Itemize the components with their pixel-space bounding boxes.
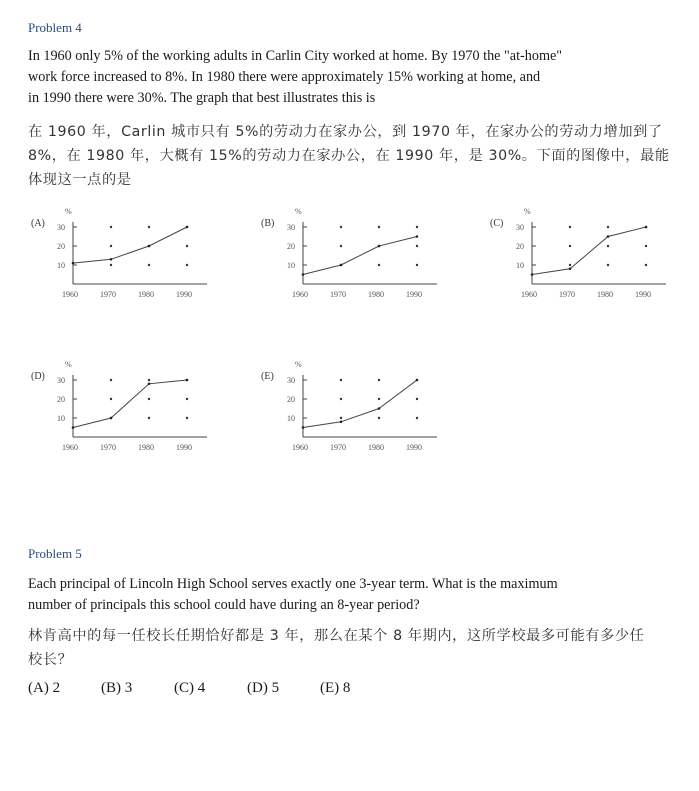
graph-b-data-point (378, 245, 381, 248)
graph-e-series-line (303, 380, 417, 428)
graph-e-grid-dot (378, 398, 380, 400)
graph-d-data-point (148, 383, 151, 386)
graph-c-grid-dot (607, 226, 609, 228)
graph-a-grid-dot (186, 264, 188, 266)
graph-c-grid-dot (607, 245, 609, 247)
graph-b-grid-dot (416, 264, 418, 266)
graph-a-data-point (148, 245, 151, 248)
graph-b-grid-dot (416, 245, 418, 247)
problem4-cn-line: 在 1960 年，Carlin 城市只有 5%的劳动力在家办公，到 1970 年，在家办公的劳动力增加到了 (28, 124, 663, 140)
graph-a-label[interactable]: (A) (31, 218, 45, 229)
problem5-en-line: number of principals this school could have during an 8-year period? (28, 597, 420, 613)
graph-e-ytick-label: 10 (287, 414, 295, 423)
graph-e-xtick-label: 1980 (368, 443, 384, 452)
graph-d-data-point (72, 426, 75, 429)
graph-d-data-point (110, 417, 113, 420)
graph-c-xtick-label: 1990 (635, 290, 651, 299)
graph-e-grid-dot (340, 417, 342, 419)
graph-b-data-point (302, 273, 305, 276)
graph-a-xtick-label: 1980 (138, 290, 154, 299)
graph-a-ylabel: % (65, 207, 72, 216)
graph-b-xtick-label: 1960 (292, 290, 308, 299)
graph-c-grid-dot (569, 245, 571, 247)
graph-b-grid-dot (378, 264, 380, 266)
graph-b-data-point (416, 235, 419, 238)
graph-e-label[interactable]: (E) (261, 371, 274, 382)
graph-b-data-point (340, 264, 343, 267)
graph-c-grid-dot (569, 226, 571, 228)
graph-d-xtick-label: 1980 (138, 443, 154, 452)
graph-b-xtick-label: 1970 (330, 290, 346, 299)
graph-e-grid-dot (340, 379, 342, 381)
graph-e-ylabel: % (295, 360, 302, 369)
graph-b-grid-dot (340, 226, 342, 228)
graph-d-grid-dot (148, 417, 150, 419)
graph-b-grid-dot (378, 226, 380, 228)
graph-a-ytick-label: 20 (57, 242, 65, 251)
graph-c-label[interactable]: (C) (490, 218, 504, 229)
graph-a-grid-dot (186, 245, 188, 247)
graph-a-ytick-label: 30 (57, 223, 65, 232)
graph-b-ylabel: % (295, 207, 302, 216)
graph-a-grid-dot (110, 264, 112, 266)
graph-e-data-point (378, 407, 381, 410)
problem5-heading: Problem 5 (28, 546, 82, 561)
graph-c-ytick-label: 10 (516, 261, 524, 270)
choice-a[interactable]: (A) 2 (28, 680, 61, 696)
graph-c-xtick-label: 1970 (559, 290, 575, 299)
graph-e-grid-dot (378, 379, 380, 381)
graph-b-ytick-label: 30 (287, 223, 295, 232)
problem5-text-en (28, 574, 678, 616)
graph-a-grid-dot (110, 226, 112, 228)
graph-c-ylabel: % (524, 207, 531, 216)
graph-e-grid-dot (416, 398, 418, 400)
graph-b-grid-dot (416, 226, 418, 228)
graph-c-grid-dot (569, 264, 571, 266)
problem4-cn-line: 体现这一点的是 (28, 172, 132, 188)
graph-b-xtick-label: 1990 (406, 290, 422, 299)
problem5-en-line: Each principal of Lincoln High School serves exactly one 3-year term. What is the maximum (28, 576, 558, 592)
graph-a-data-point (110, 258, 113, 261)
graph-d-grid-dot (148, 398, 150, 400)
graph-b-label[interactable]: (B) (261, 218, 275, 229)
graph-d-grid-dot (186, 398, 188, 400)
graph-a-series-line (73, 227, 187, 263)
graph-d-xtick-label: 1960 (62, 443, 78, 452)
graph-a-xtick-label: 1970 (100, 290, 116, 299)
graph-a-xtick-label: 1990 (176, 290, 192, 299)
problem5-cn-line: 林肯高中的每一任校长任期恰好都是 3 年，那么在某个 8 年期内，这所学校最多可能有多少任 (28, 628, 645, 644)
graph-c-xtick-label: 1960 (521, 290, 537, 299)
graph-d-ytick-label: 20 (57, 395, 65, 404)
graph-b-series-line (303, 237, 417, 275)
graph-b-ytick-label: 10 (287, 261, 295, 270)
graph-d-grid-dot (110, 379, 112, 381)
graph-a-ytick-label: 10 (57, 261, 65, 270)
graph-c-xtick-label: 1980 (597, 290, 613, 299)
graph-a-data-point (72, 262, 75, 265)
graph-e-xtick-label: 1960 (292, 443, 308, 452)
graph-a-grid-dot (110, 245, 112, 247)
graph-d-label[interactable]: (D) (31, 371, 45, 382)
graph-e-data-point (416, 379, 419, 382)
graph-e-ytick-label: 30 (287, 376, 295, 385)
choice-e[interactable]: (E) 8 (320, 680, 351, 696)
graph-a-grid-dot (148, 264, 150, 266)
graph-c-ytick-label: 30 (516, 223, 524, 232)
graph-d-ytick-label: 10 (57, 414, 65, 423)
graph-c-data-point (607, 235, 610, 238)
graph-a-grid-dot (148, 226, 150, 228)
graph-c-data-point (531, 273, 534, 276)
graph-d-ylabel: % (65, 360, 72, 369)
graph-c-series-line (532, 227, 646, 275)
problem5-cn-line: 校长？ (28, 652, 73, 668)
graph-c-grid-dot (607, 264, 609, 266)
choice-d[interactable]: (D) 5 (247, 680, 280, 696)
graph-a-xtick-label: 1960 (62, 290, 78, 299)
graph-e-data-point (302, 426, 305, 429)
graph-c-data-point (645, 226, 648, 229)
graph-e-ytick-label: 20 (287, 395, 295, 404)
graph-d-xtick-label: 1990 (176, 443, 192, 452)
graph-b-xtick-label: 1980 (368, 290, 384, 299)
graph-e-grid-dot (378, 417, 380, 419)
choice-c[interactable]: (C) 4 (174, 680, 206, 696)
problem4-en-line: in 1990 there were 30%. The graph that best illustrates this is (28, 90, 376, 106)
graph-e-data-point (340, 421, 343, 424)
problem4-en-line: In 1960 only 5% of the working adults in Carlin City worked at home. By 1970 the "at-home" (28, 48, 563, 64)
graph-d-data-point (186, 379, 189, 382)
graph-d-series-line (73, 380, 187, 428)
problem4-cn-line: 8%，在 1980 年，大概有 15%的劳动力在家办公，在 1990 年，是 30%。下面的图像中，最能 (28, 148, 670, 164)
graph-d-grid-dot (110, 398, 112, 400)
graph-b-ytick-label: 20 (287, 242, 295, 251)
graph-b-grid-dot (340, 245, 342, 247)
graph-c-ytick-label: 20 (516, 242, 524, 251)
graph-c-data-point (569, 268, 572, 271)
answer-choices (28, 680, 393, 697)
graph-a-data-point (186, 226, 189, 229)
graph-c-grid-dot (645, 264, 647, 266)
graph-d-ytick-label: 30 (57, 376, 65, 385)
graph-c-grid-dot (645, 245, 647, 247)
graph-e-grid-dot (340, 398, 342, 400)
choice-b[interactable]: (B) 3 (101, 680, 133, 696)
graph-e-xtick-label: 1970 (330, 443, 346, 452)
graph-e-grid-dot (416, 417, 418, 419)
graph-e-xtick-label: 1990 (406, 443, 422, 452)
problem4-en-line: work force increased to 8%. In 1980 there were approximately 15% working at home, and (28, 69, 541, 85)
graph-d-grid-dot (148, 379, 150, 381)
graph-d-xtick-label: 1970 (100, 443, 116, 452)
graph-d-grid-dot (186, 417, 188, 419)
problem4-heading: Problem 4 (28, 20, 82, 35)
problem5-text-cn (28, 624, 683, 672)
